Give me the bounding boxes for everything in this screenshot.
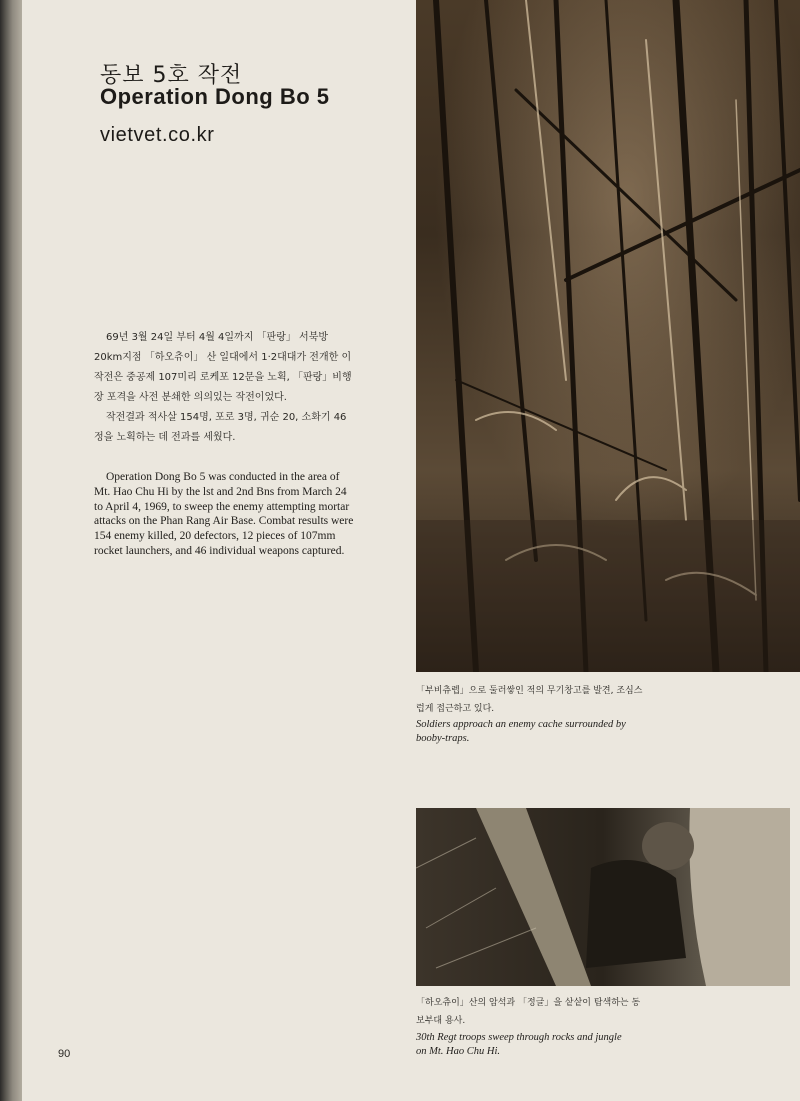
korean-paragraph: 작전결과 적사살 154명, 포로 3명, 귀순 20, 소화기 46정을 노획하는 데 전과를 세웠다.: [94, 412, 347, 443]
photo2-caption-english: 30th Regt troops sweep through rocks and jungle on Mt. Hao Chu Hi.: [416, 1032, 622, 1057]
korean-paragraph: 69년 3월 24일 부터 4월 4일까지 「판랑」 서북방 20km지점 「하오츄이」 산 일대에서 1·2대대가 전개한 이 작전은 중공제 107미리 로케포 12문을 노획, 「판랑」비행장 포격을 사전 분쇄한 의의있는 작전이었다.: [94, 332, 352, 403]
magazine-page: [22, 0, 800, 1101]
page-number: 90: [58, 1048, 71, 1060]
photo1-caption-korean: 「부비츄렙」으로 둘러쌓인 적의 무기창고를 발견, 조심스럽게 접근하고 있다.: [416, 686, 643, 714]
title-korean: 동보 5호 작전: [100, 63, 243, 88]
photo2-caption-korean: 「하오츄이」산의 암석과 「정글」을 샅샅이 탐색하는 동보부대 용사.: [416, 998, 641, 1026]
rock-jungle-photo: [416, 808, 790, 986]
photo1-caption-english: Soldiers approach an enemy cache surrounded by booby-traps.: [416, 719, 626, 744]
title-english: Operation Dong Bo 5: [100, 84, 330, 109]
jungle-cache-photo: [416, 0, 800, 672]
english-body-text: Operation Dong Bo 5 was conducted in the area of Mt. Hao Chu Hi by the lst and 2nd Bns from March 24 to April 4, 1969, to sweep the enemy attempting mortar attacks on the Phan Rang Air Base. Combat results were 154 enemy killed, 20 defectors, 12 pieces of 107mm rocket launchers, and 46 individual weapons captured.: [94, 471, 354, 557]
website-watermark: vietvet.co.kr: [100, 124, 215, 146]
korean-body-text: [94, 328, 356, 448]
